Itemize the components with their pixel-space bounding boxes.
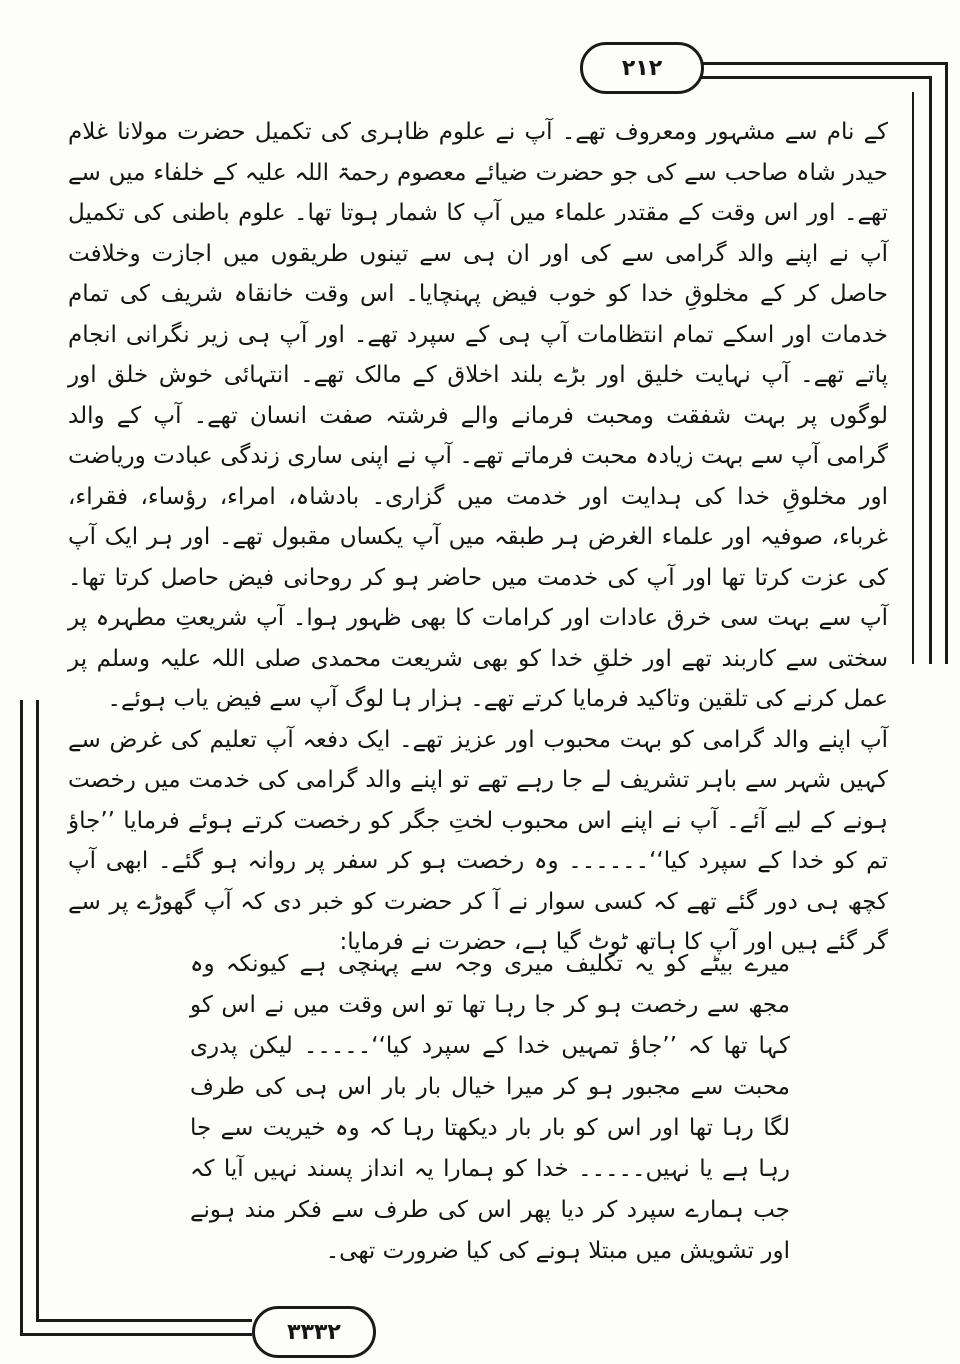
paragraph-1: کے نام سے مشہور ومعروف تھے۔ آپ نے علوم ظاہری کی تکمیل حضرت مولانا غلام حیدر شاہ صاحب سے کی جو حضرت ضیائے معصوم رحمۃ اللہ علیہ کے خلفاء میں سے تھے۔ اور اس وقت کے مقتدر علماء میں آپ کا شمار ہوتا تھا۔ علوم باطنی کی تکمیل آپ نے اپنے والد گرامی سے کی اور ان ہی سے تینوں طریقوں میں اجازت وخلافت حاصل کر کے مخلوقِ خدا کو خوب فیض پہنچایا۔ اس وقت خانقاہ شریف کی تمام خدمات اور اسکے تمام انتظامات آپ ہی کے سپرد تھے۔ اور آپ ہی زیر نگرانی انجام پاتے تھے۔ آپ نہایت خلیق اور بڑے بلند اخلاق کے مالک تھے۔ انتہائی خوش خلق اور لوگوں پر بہت شفقت ومحبت فرمانے والے فرشتہ صفت انسان تھے۔ آپ کے والد گرامی آپ سے بہت زیادہ محبت فرماتے تھے۔ آپ نے اپنی ساری زندگی عبادت وریاضت اور مخلوقِ خدا کی ہدایت اور خدمت میں گزاری۔ بادشاہ، امراء، رؤساء، فقراء، غرباء، صوفیہ اور علماء الغرض ہر طبقہ میں آپ یکساں مقبول تھے۔ اور ہر ایک آپ کی عزت کرتا تھا اور آپ کی خدمت میں حاضر ہو کر روحانی فیض حاصل کرتا تھا۔ آپ سے بہت سی خرق عادات اور کرامات کا بھی ظہور ہوا۔ آپ شریعتِ مطہرہ پر سختی سے کاربند تھے اور خلقِ خدا کو بھی شریعت محمدی صلی اللہ علیہ وسلم پر عمل کرنے کی تلقین وتاکید فرمایا کرتے تھے۔ ہزار ہا لوگ آپ سے فیض یاب ہوئے۔ bbox=[68, 119, 888, 712]
border-top-inner bbox=[700, 76, 932, 79]
border-right-outer bbox=[945, 62, 948, 664]
border-left-outer bbox=[20, 700, 23, 1336]
border-right-middle bbox=[929, 76, 932, 664]
border-top-outer bbox=[700, 62, 948, 65]
body-text bbox=[68, 112, 888, 963]
border-bottom-inner bbox=[36, 1319, 252, 1322]
header-page-number: ۲۱۲ bbox=[580, 42, 704, 94]
border-left-inner bbox=[36, 700, 39, 1322]
border-right-inner bbox=[912, 92, 914, 664]
block-quote: میرے بیٹے کو یہ تکلیف میری وجہ سے پہنچی ہے کیونکہ وہ مجھ سے رخصت ہو کر جا رہا تھا تو اس وقت میں نے اس کو کہا تھا کہ ’’جاؤ تمہیں خدا کے سپرد کیا‘‘۔۔۔۔۔ لیکن پدری محبت سے مجبور ہو کر میرا خیال بار بار اس ہی کی طرف لگا رہا تھا اور اس کو بار بار دیکھتا رہا کہ وہ خیریت سے جا رہا ہے یا نہیں۔۔۔۔۔ خدا کو ہمارا یہ انداز پسند نہیں آیا کہ جب ہمارے سپرد کر دیا پھر اس کی طرف سے فکر مند ہونے اور تشویش میں مبتلا ہونے کی کیا ضرورت تھی۔ bbox=[190, 951, 790, 1264]
border-bottom-outer bbox=[20, 1333, 252, 1336]
paragraph-2: آپ اپنے والد گرامی کو بہت محبوب اور عزیز تھے۔ ایک دفعہ آپ تعلیم کی غرض سے کہیں شہر سے باہر تشریف لے جا رہے تھے تو اپنے والد گرامی کی خدمت میں رخصت ہونے کے لیے آئے۔ آپ نے اپنے اس محبوب لختِ جگر کو رخصت کرتے ہوئے فرمایا ’’جاؤ تم کو خدا کے سپرد کیا‘‘۔۔۔۔۔۔ وہ رخصت ہو کر سفر پر روانہ ہو گئے۔ ابھی آپ کچھ ہی دور گئے تھے کہ کسی سوار نے آ کر حضرت کو خبر دی کہ آپ گھوڑے پر سے گر گئے ہیں اور آپ کا ہاتھ ٹوٹ گیا ہے، حضرت نے فرمایا: bbox=[68, 726, 888, 955]
footer-page-number: ۳۳۳۲ bbox=[252, 1306, 376, 1358]
